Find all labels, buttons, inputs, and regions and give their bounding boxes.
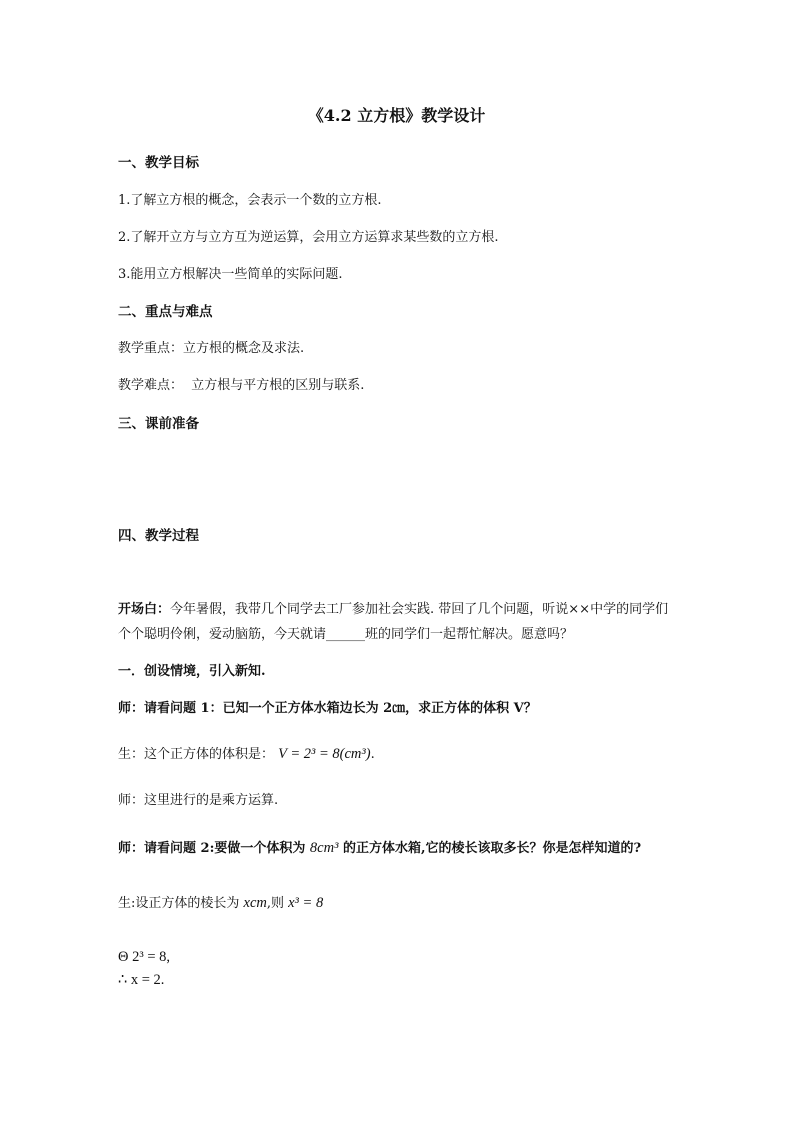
- objective-item: 3.能用立方根解决一些简单的实际问题.: [118, 267, 343, 282]
- because-line: Θ 2³ = 8,: [118, 949, 170, 965]
- volume-value: 8cm³: [309, 840, 339, 856]
- opening-label: 开场白：: [118, 602, 171, 617]
- step-heading: 一．创设情境，引入新知.: [118, 664, 266, 679]
- section-heading-objectives: 一、教学目标: [118, 155, 199, 171]
- question-2-suffix: 的正方体水箱,它的棱长该取多长？你是怎样知道的?: [338, 841, 642, 856]
- opening-text: 今年暑假，我带几个同学去工厂参加社会实践. 带回了几个问题，听说××中学的同学们个个聪明伶俐，爱动脑筋，今天就请: [118, 602, 669, 642]
- answer-1: [118, 745, 375, 764]
- document-title: 《4.2 立方根》教学设计: [307, 106, 486, 125]
- question-2: [118, 839, 641, 858]
- question-1: 师：请看问题 1：已知一个正方体水箱边长为 2㎝，求正方体的体积 V？: [118, 701, 537, 716]
- opening-text-after: 班的同学们一起帮忙解决。愿意吗？: [365, 627, 574, 642]
- difficulty-text: 立方根与平方根的区别与联系.: [183, 378, 365, 393]
- section-heading-key-points: 二、重点与难点: [118, 304, 213, 320]
- answer-2: [118, 894, 323, 913]
- key-point-line: [118, 340, 304, 358]
- section-heading-preparation: 三、课前准备: [118, 416, 199, 432]
- edge-variable: xcm: [243, 895, 267, 911]
- objective-item: 2.了解开立方与立方互为逆运算，会用立方运算求某些数的立方根.: [118, 230, 499, 245]
- difficulty-line: [118, 377, 364, 395]
- volume-formula: V = 2³ = 8(cm³): [278, 746, 371, 762]
- cube-equation: x³ = 8: [288, 895, 324, 911]
- teacher-remark: 师：这里进行的是乘方运算.: [118, 793, 279, 808]
- answer-2-prefix: 生:设正方体的棱长为: [118, 896, 244, 911]
- answer-2-mid: ,则: [266, 896, 289, 911]
- answer-1-text: 生：这个正方体的体积是：: [118, 747, 275, 762]
- question-2-prefix: 师：请看问题 2:要做一个体积为: [118, 841, 310, 856]
- therefore-line: ∴ x = 2.: [118, 972, 165, 988]
- difficulty-label: 教学难点：: [118, 378, 184, 393]
- class-blank: ______: [326, 627, 366, 642]
- opening-paragraph: [118, 597, 680, 647]
- answer-1-end: .: [370, 747, 375, 762]
- section-heading-process: 四、教学过程: [118, 528, 199, 544]
- objective-item: 1.了解立方根的概念，会表示一个数的立方根.: [118, 193, 382, 208]
- key-point-text: 立方根的概念及求法.: [183, 341, 305, 356]
- key-point-label: 教学重点：: [118, 341, 184, 356]
